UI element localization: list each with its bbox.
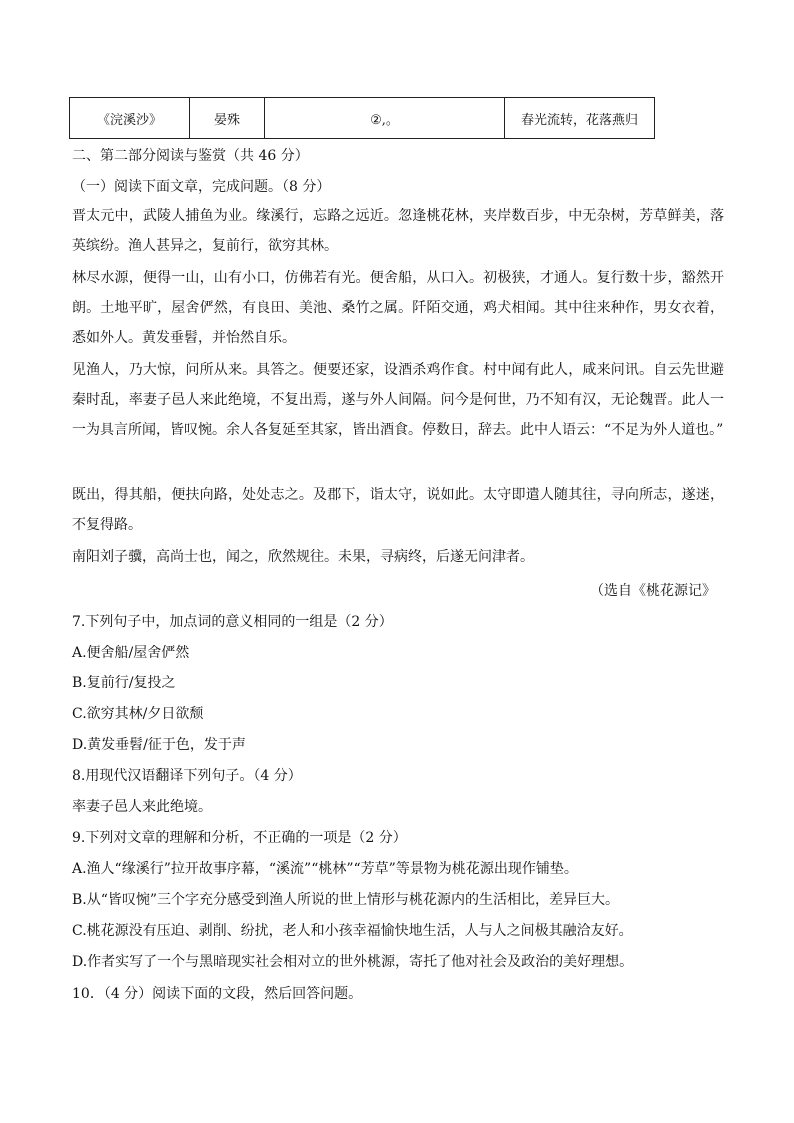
- question-8-sentence: 率妻子邑人来此绝境。: [72, 799, 212, 815]
- question-7-option-a: A.便舍船/屋舍俨然: [72, 645, 190, 661]
- question-9-option-b: B.从“皆叹惋”三个字充分感受到渔人所说的世上情形与桃花源内的生活相比，差异巨大。: [72, 892, 620, 908]
- section-heading: 二、第二部分阅读与鉴赏（共 46 分）: [72, 148, 309, 164]
- question-10-stem: 10．（4 分）阅读下面的文段，然后回答问题。: [72, 986, 363, 1002]
- part-one-heading: （一）阅读下面文章，完成问题。（8 分）: [72, 179, 331, 195]
- question-7-stem: 7.下列句子中，加点词的意义相同的一组是（2 分）: [72, 614, 393, 630]
- passage-paragraph-2: 林尽水源，便得一山，山有小口，仿佛若有光。便舍船，从口入。初极狭，才通人。复行数十步，豁然开朗。土地平旷，屋舍俨然，有良田、美池、桑竹之属。阡陌交通，鸡犬相闻。其中往来种作，男女衣着，悉如外人。黄发垂髫，并怡然自乐。: [72, 270, 724, 346]
- question-9-option-a: A.渔人“缘溪行”拉开故事序幕，“溪流”“桃林”“芳草”等景物为桃花源出现作铺垫。: [72, 861, 578, 877]
- poem-theme-cell: 春光流转，花落燕归: [505, 98, 655, 139]
- table-row: [70, 98, 655, 139]
- question-7-option-b: B.复前行/复投之: [72, 675, 176, 691]
- passage-paragraph-3: 见渔人，乃大惊，问所从来。具答之。便要还家，设酒杀鸡作食。村中闻有此人，咸来问讯。自云先世避秦时乱，率妻子邑人来此绝境，不复出焉，遂与外人间隔。问今是何世，乃不知有汉，无论魏晋。此人一一为具言所闻，皆叹惋。余人各复延至其家，皆出酒食。停数日，辞去。此中人语云：“不足为外人道也。”: [72, 362, 724, 438]
- question-9-option-c: C.桃花源没有压迫、剥削、纷扰，老人和小孩幸福愉快地生活，人与人之间极其融洽友好。: [72, 923, 633, 939]
- poem-blank-cell: ②,。: [265, 98, 505, 139]
- passage-paragraph-4: 既出，得其船，便扶向路，处处志之。及郡下，诣太守，说如此。太守即遣人随其往，寻向所志，遂迷，不复得路。: [72, 487, 724, 533]
- poem-author-cell: 晏殊: [190, 98, 265, 139]
- question-9-stem: 9.下列对文章的理解和分析，不正确的一项是（2 分）: [72, 830, 407, 846]
- passage-paragraph-5: 南阳刘子骥，高尚士也，闻之，欣然规往。未果，寻病终，后遂无问津者。: [72, 549, 534, 565]
- question-9-option-d: D.作者实写了一个与黑暗现实社会相对立的世外桃源，寄托了他对社会及政治的美好理想。: [72, 954, 634, 970]
- passage-source: （选自《桃花源记》: [590, 583, 716, 599]
- poem-table: [69, 97, 655, 139]
- poem-title-cell: 《浣溪沙》: [70, 98, 190, 139]
- question-8-stem: 8.用现代汉语翻译下列句子。（4 分）: [72, 768, 302, 784]
- passage-paragraph-1: 晋太元中，武陵人捕鱼为业。缘溪行，忘路之远近。忽逢桃花林，夹岸数百步，中无杂树，芳草鲜美，落英缤纷。渔人甚异之，复前行，欲穷其林。: [72, 208, 724, 254]
- question-7-option-d: D.黄发垂髫/征于色，发于声: [72, 737, 246, 753]
- question-7-option-c: C.欲穷其林/夕日欲颓: [72, 706, 204, 722]
